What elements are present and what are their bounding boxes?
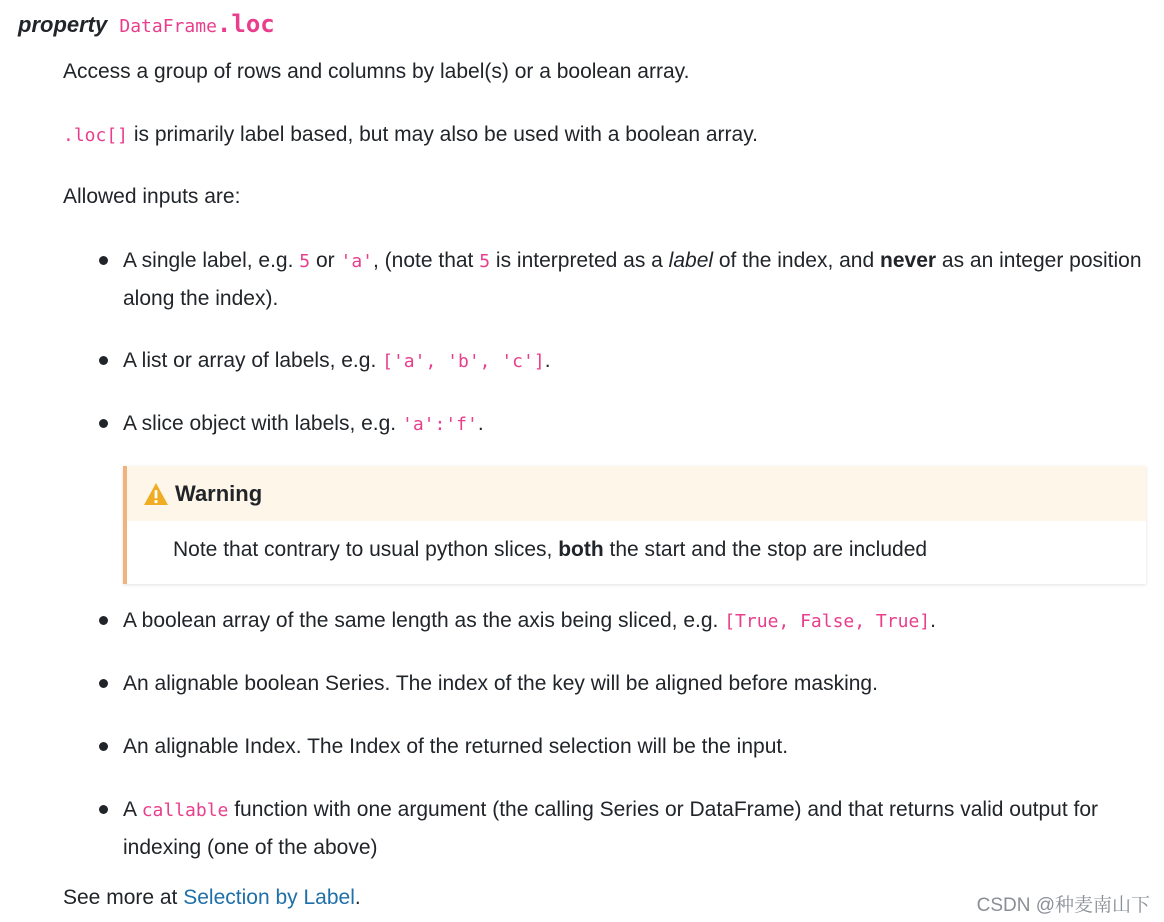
loc-note-text: is primarily label based, but may also be used with a boolean array.	[128, 123, 758, 146]
list-item: A callable function with one argument (the calling Series or DataFrame) and that returns valid output for indexing (one of the above)	[123, 798, 1099, 859]
api-signature	[18, 10, 275, 38]
bullet	[99, 419, 108, 428]
bullet	[99, 742, 108, 751]
loc-code: .loc[]	[63, 125, 129, 146]
bullet	[99, 616, 108, 625]
class-name: DataFrame	[119, 16, 217, 37]
list-item: A list or array of labels, e.g. ['a', 'b', 'c'].	[123, 349, 551, 372]
attribute-name: .loc	[216, 10, 275, 38]
bullet	[99, 805, 108, 814]
watermark: CSDN @种麦南山下	[976, 895, 1150, 916]
list-item: An alignable Index. The Index of the returned selection will be the input.	[123, 735, 789, 758]
bullet	[99, 256, 108, 265]
list-item: A boolean array of the same length as the axis being sliced, e.g. [True, False, True].	[123, 609, 936, 632]
warning-header	[127, 466, 1146, 521]
property-keyword: property	[18, 12, 108, 37]
warning-admonition	[123, 466, 1146, 584]
description: Access a group of rows and columns by label(s) or a boolean array.	[63, 60, 690, 83]
list-item: A single label, e.g. 5 or 'a', (note that 5 is interpreted as a label of the index, and never as an integer position along the index).	[123, 249, 1142, 310]
see-more: See more at Selection by Label.	[63, 886, 361, 909]
warning-title: Warning	[175, 480, 263, 506]
selection-by-label-link[interactable]: Selection by Label	[183, 886, 355, 909]
list-item: An alignable boolean Series. The index of the key will be aligned before masking.	[123, 672, 878, 695]
loc-note	[63, 117, 758, 154]
bullet	[99, 356, 108, 365]
bullet	[99, 679, 108, 688]
allowed-inputs-heading: Allowed inputs are:	[63, 185, 241, 208]
warning-triangle-icon	[143, 482, 169, 506]
warning-body: Note that contrary to usual python slices, both the start and the stop are included	[173, 538, 928, 561]
list-item: A slice object with labels, e.g. 'a':'f'.	[123, 412, 484, 435]
